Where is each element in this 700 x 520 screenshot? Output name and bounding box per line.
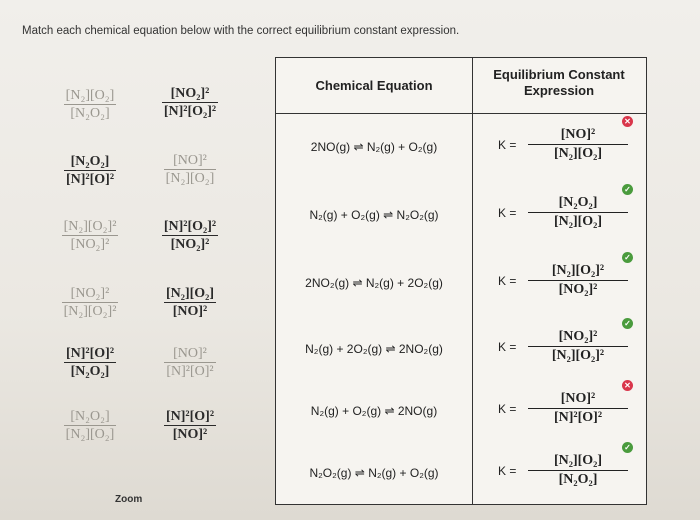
correct-icon: ✓	[622, 184, 633, 195]
k-label: K =	[498, 340, 517, 354]
answer-drop-zone[interactable]: $\frac{\text{[NO₂]²}}{\text{[N₂][O₂]²}}$	[528, 328, 628, 365]
header-divider	[276, 113, 646, 114]
matching-table	[275, 57, 647, 505]
answer-tile[interactable]: $\frac{\text{[N₂O₂]}}{\text{[N]²[O]²}}$	[65, 154, 115, 187]
incorrect-icon: ✕	[622, 380, 633, 391]
chemical-equation: 2NO₂(g) ⇌ N₂(g) + 2O₂(g)	[305, 276, 443, 290]
table-row	[276, 117, 646, 176]
answer-drop-zone[interactable]: $\frac{\text{[NO]²}}{\text{[N]²[O]²}}$	[528, 390, 628, 427]
correct-icon: ✓	[622, 442, 633, 453]
table-row	[276, 185, 646, 244]
correct-icon: ✓	[622, 252, 633, 263]
answer-drop-zone[interactable]: $\frac{\text{[NO]²}}{\text{[N₂][O₂]}}$	[528, 126, 628, 163]
answer-tile[interactable]: $\frac{\text{[NO₂]²}}{\text{[N]²[O₂]²}}$	[163, 86, 217, 119]
answer-drop-zone[interactable]: $\frac{\text{[N₂][O₂]}}{\text{[N₂O₂]}}$	[528, 452, 628, 489]
answer-drop-zone[interactable]: $\frac{\text{[N₂][O₂]²}}{\text{[NO₂]²}}$	[528, 262, 628, 299]
chemical-equation: N₂(g) + O₂(g) ⇌ 2NO(g)	[310, 404, 438, 418]
chemical-equation: N₂O₂(g) ⇌ N₂(g) + O₂(g)	[309, 466, 439, 480]
answer-tile[interactable]: $\frac{\text{[N]²[O]²}}{\text{[N₂O₂]}}$	[65, 346, 115, 379]
column-header-expression: Equilibrium Constant Expression	[493, 67, 625, 98]
chemical-equation: N₂(g) + O₂(g) ⇌ N₂O₂(g)	[309, 208, 439, 222]
k-label: K =	[498, 274, 517, 288]
answer-tile[interactable]: $\frac{\text{[N₂][O₂]²}}{\text{[NO₂]²}}$	[63, 219, 117, 252]
zoom-button[interactable]: Zoom	[115, 494, 143, 505]
k-label: K =	[498, 402, 517, 416]
chemical-equation: N₂(g) + 2O₂(g) ⇌ 2NO₂(g)	[305, 342, 443, 356]
answer-drop-zone[interactable]: $\frac{\text{[N₂O₂]}}{\text{[N₂][O₂]}}$	[528, 194, 628, 231]
correct-icon: ✓	[622, 318, 633, 329]
table-row	[276, 443, 646, 502]
answer-tile[interactable]: $\frac{\text{[NO]²}}{\text{[N]²[O]²}}$	[166, 346, 214, 379]
instruction-text: Match each chemical equation below with the correct equilibrium constant expression.	[22, 25, 460, 37]
chemical-equation: 2NO(g) ⇌ N₂(g) + O₂(g)	[310, 140, 438, 154]
column-header-equation: Chemical Equation	[315, 78, 433, 93]
answer-tile[interactable]: $\frac{\text{[N₂O₂]}}{\text{[N₂][O₂]}}$	[65, 409, 115, 442]
k-label: K =	[498, 138, 517, 152]
answer-tile[interactable]: $\frac{\text{[NO₂]²}}{\text{[N₂][O₂]²}}$	[63, 286, 117, 319]
incorrect-icon: ✕	[622, 116, 633, 127]
answer-tile[interactable]: $\frac{\text{[N₂][O₂]}}{\text{[N₂O₂]}}$	[65, 88, 115, 121]
answer-tile[interactable]: $\frac{\text{[N]²[O₂]²}}{\text{[NO₂]²}}$	[163, 219, 217, 252]
k-label: K =	[498, 464, 517, 478]
table-row	[276, 319, 646, 378]
table-row	[276, 381, 646, 440]
answer-tile[interactable]: $\frac{\text{[N]²[O]²}}{\text{[NO]²}}$	[165, 409, 215, 442]
answer-tile[interactable]: $\frac{\text{[NO]²}}{\text{[N₂][O₂]}}$	[165, 153, 215, 186]
k-label: K =	[498, 206, 517, 220]
table-row	[276, 253, 646, 312]
answer-tile[interactable]: $\frac{\text{[N₂][O₂]}}{\text{[NO]²}}$	[165, 286, 215, 319]
